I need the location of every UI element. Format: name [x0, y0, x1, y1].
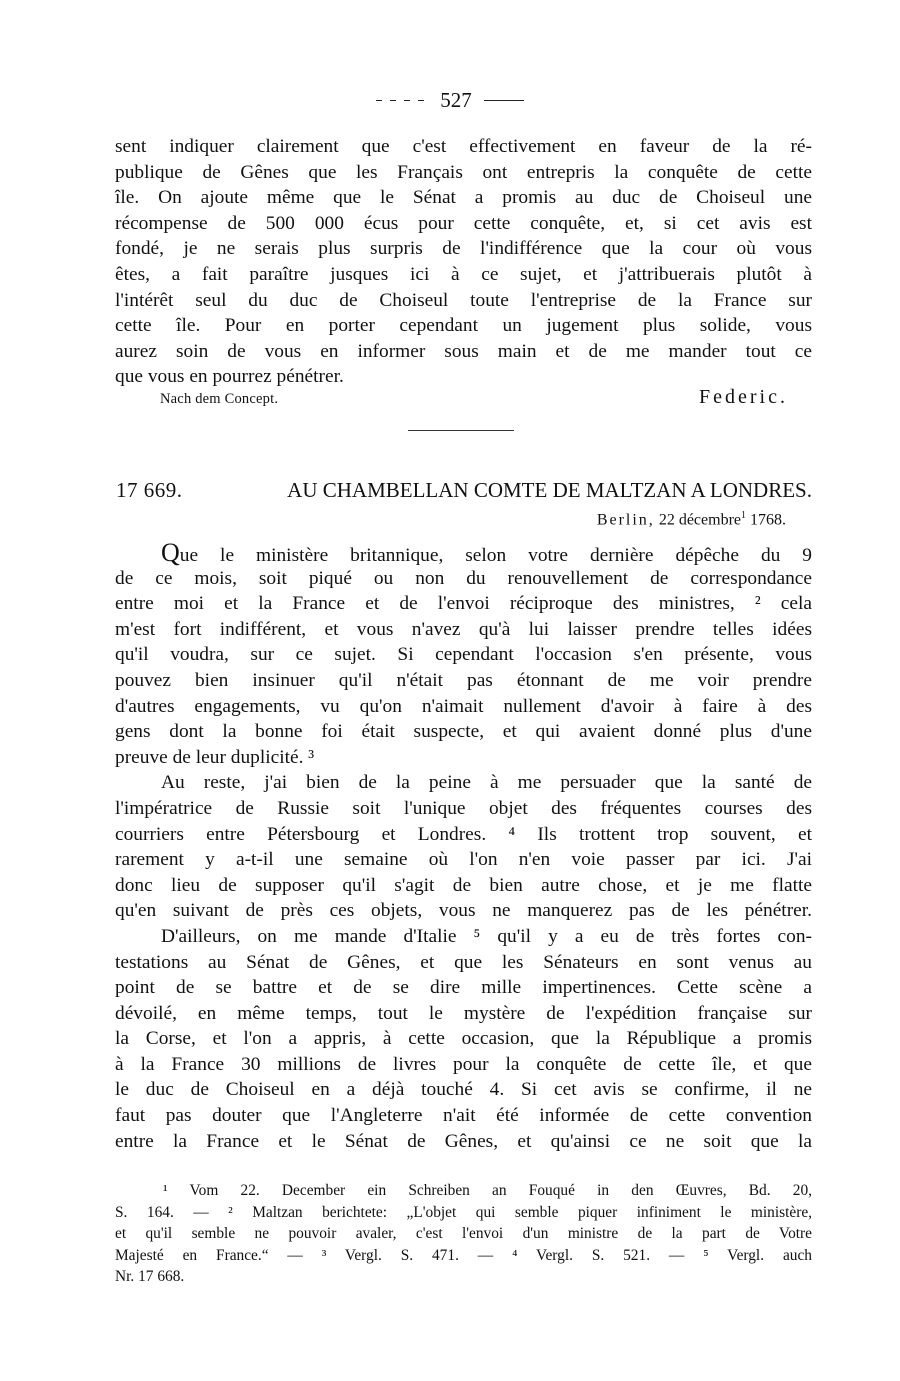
text-line: preuve de leur duplicité. ³ — [115, 746, 315, 768]
text-line: l'impératrice de Russie soit l'unique objet des fréquentes courses des — [115, 797, 812, 819]
text-line: cette île. Pour en porter cependant un jugement plus solide, vous — [115, 315, 812, 337]
text-line: pouvez bien insinuer qu'il n'était pas étonnant de me voir prendre — [115, 669, 812, 691]
footnotes — [115, 1180, 812, 1288]
text-line: rarement y a-t-il une semaine où l'on n'en voie passer par ici. J'ai — [115, 849, 812, 871]
dateline — [597, 510, 786, 529]
text-line: de ce mois, soit piqué ou non du renouvellement de correspondance — [115, 567, 812, 589]
footnote-line: Nr. 17 668. — [115, 1268, 185, 1285]
text-line: D'ailleurs, on me mande d'Italie ⁵ qu'il y a eu de très fortes con- — [161, 925, 812, 947]
page-number: 527 — [440, 88, 472, 112]
signature: Federic. — [699, 386, 788, 408]
footnote-ref: 1 — [741, 510, 746, 521]
text-line: publique de Gênes que les Français ont entrepris la conquête de cette — [115, 161, 812, 183]
text-line: êtes, a fait paraître jusques ici à ce sujet, et j'attribuerais plutôt à — [115, 263, 812, 285]
text-line: gens dont la bonne foi était suspecte, et qui avaient donné plus d'une — [115, 721, 812, 743]
letter-continuation — [115, 134, 812, 390]
text-line: que vous en pourrez pénétrer. — [115, 366, 344, 388]
dateline-year: 1768. — [746, 511, 786, 529]
section-divider — [408, 430, 514, 431]
text-line: qu'il voudra, sur ce sujet. Si cependant l'occasion s'en présente, vous — [115, 644, 812, 666]
text-line: courriers entre Pétersbourg et Londres. ⁴ Ils trottent trop souvent, et — [115, 823, 812, 845]
letter-title: AU CHAMBELLAN COMTE DE MALTZAN A LONDRES. — [287, 478, 812, 502]
letter-number: 17 669. — [116, 478, 183, 502]
header-left-rule — [376, 100, 428, 101]
dateline-date: 22 décembre — [654, 511, 741, 529]
text-line: entre moi et la France et de l'envoi réciproque des ministres, ² cela — [115, 593, 812, 615]
text-line: donc lieu de supposer qu'il s'agit de bien autre chose, et je me flatte — [115, 874, 812, 896]
text-line: récompense de 500 000 écus pour cette conquête, et, si cet avis est — [115, 212, 812, 234]
initial-letter: Q — [161, 538, 180, 567]
letter-body — [115, 540, 812, 1154]
footnote-line: Majesté en France.“ — ³ Vergl. S. 471. — ⁴ Vergl. S. 521. — ⁵ Vergl. auch — [115, 1246, 812, 1264]
header-right-rule — [484, 100, 524, 101]
text-line: d'autres engagements, vu qu'on n'aimait nullement d'avoir à faire à des — [115, 695, 812, 717]
page-header — [0, 88, 900, 113]
text-line: le duc de Choiseul en a déjà touché 4. Si cet avis se confirme, il ne — [115, 1079, 812, 1101]
text-line: l'intérêt seul du duc de Choiseul toute l'entreprise de la France sur — [115, 289, 812, 311]
text-line: fondé, je ne serais plus surpris de l'indifférence que la cour où vous — [115, 238, 812, 260]
text-line: testations au Sénat de Gênes, et que les Sénateurs en sont venus au — [115, 951, 812, 973]
signature-row — [160, 386, 788, 409]
text-line: qu'en suivant de près ces objets, vous ne manquerez pas de les pénétrer. — [115, 900, 812, 922]
text-line: dévoilé, en même temps, tout le mystère de l'expédition française sur — [115, 1002, 812, 1024]
letter-heading — [116, 478, 812, 503]
source-note: Nach dem Concept. — [160, 391, 279, 407]
text-line: sent indiquer clairement que c'est effectivement en faveur de la ré- — [115, 136, 812, 157]
text-line: Au reste, j'ai bien de la peine à me persuader que la santé de — [161, 772, 812, 794]
footnote-line: ¹ Vom 22. December ein Schreiben an Fouqué in den Œuvres, Bd. 20, — [163, 1182, 812, 1199]
footnote-line: et qu'il semble ne pouvoir avaler, c'est l'envoi d'un ministre de la part de Votre — [115, 1225, 812, 1242]
footnote-line: S. 164. — ² Maltzan berichtete: „L'objet qui semble piquer infiniment le ministère, — [115, 1203, 812, 1221]
text-line: entre la France et le Sénat de Gênes, et qu'ainsi ce ne soit que la — [115, 1130, 812, 1152]
text-line: m'est fort indifférent, et vous n'avez qu'à lui laisser prendre telles idées — [115, 618, 812, 640]
text-line: point de se battre et de se dire mille impertinences. Cette scène a — [115, 977, 812, 999]
text-line: Que le ministère britannique, selon votre dernière dépêche du 9 — [161, 538, 812, 567]
dateline-city: Berlin, — [596, 511, 655, 529]
text-line: aurez soin de vous en informer sous main et de me mander tout ce — [115, 340, 812, 362]
text-line: île. On ajoute même que le Sénat a promis au duc de Choiseul une — [115, 187, 812, 209]
text-line: à la France 30 millions de livres pour la conquête de cette île, et que — [115, 1053, 812, 1075]
text-line: la Corse, et l'on a appris, à cette occasion, que la République a promis — [115, 1028, 812, 1050]
text-line: faut pas douter que l'Angleterre n'ait été informée de cette convention — [115, 1105, 812, 1127]
